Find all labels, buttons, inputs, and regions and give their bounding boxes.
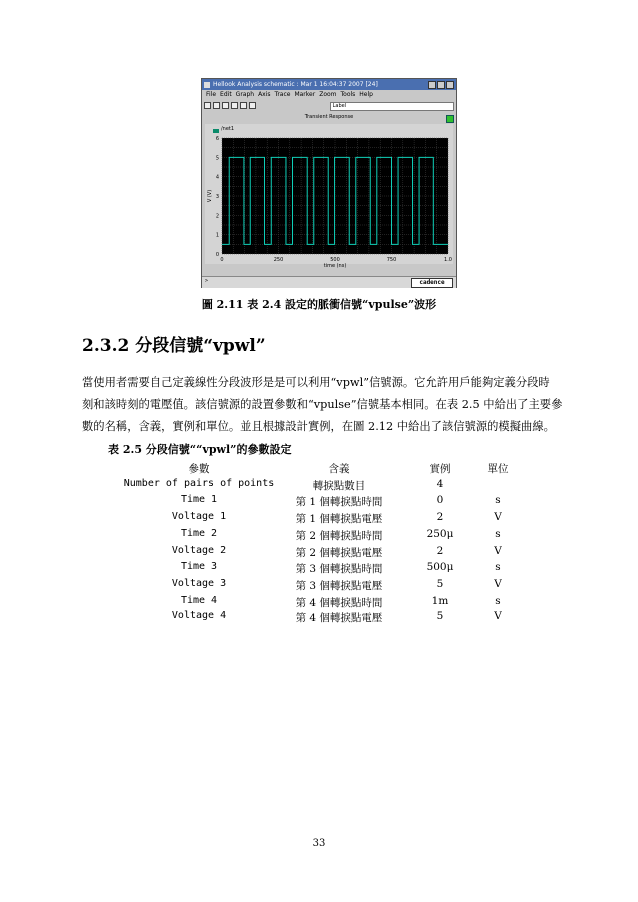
table-cell: Voltage 4	[171, 610, 227, 621]
menu-trace: Trace	[274, 91, 291, 98]
menu-help: Help	[359, 91, 373, 98]
window-titlebar	[202, 79, 456, 90]
layout-icon	[249, 102, 256, 109]
status-prompt: >	[205, 278, 209, 284]
menu-marker: Marker	[294, 91, 316, 98]
table-cell: 0	[436, 494, 444, 506]
table-cell: s	[495, 528, 501, 540]
copy-icon	[213, 102, 220, 109]
table-cell: 2	[436, 511, 444, 523]
table-cell: V	[494, 545, 502, 557]
panel-title: Transient Response	[304, 114, 354, 120]
table-cell: 500μ	[426, 561, 454, 573]
status-indicator-icon	[446, 115, 454, 123]
label-field	[330, 102, 454, 111]
table-caption: 表 2.5 分段信號““vpwl”的參數設定	[108, 443, 292, 456]
trace-legend: /net1	[221, 126, 235, 132]
menu-zoom: Zoom	[319, 91, 337, 98]
waveform-window	[201, 78, 457, 288]
y-tick-label: 3	[215, 194, 219, 200]
table-cell: Time 1	[180, 494, 218, 505]
menu-axis: Axis	[258, 91, 271, 98]
marker-icon	[240, 102, 247, 109]
y-tick-label: 0	[215, 252, 219, 258]
y-axis-label: V (V)	[207, 189, 213, 203]
paragraph-line: 刻和該時刻的電壓值。該信號源的設置參數和“vpulse”信號基本相同。在表 2.5 中給出了主要參	[82, 398, 563, 411]
table-header: 單位	[487, 463, 509, 475]
table-header: 實例	[429, 463, 451, 475]
table-cell: 第 2 個轉捩點時間	[295, 530, 383, 542]
x-tick-label: 1.0	[444, 257, 452, 263]
y-tick-label: 2	[215, 213, 219, 220]
table-cell: 第 3 個轉捩點電壓	[295, 580, 383, 592]
table-cell: 4	[436, 478, 444, 490]
table-cell: Time 4	[180, 595, 218, 606]
zoom-icon	[222, 102, 229, 109]
table-cell: 第 4 個轉捩點時間	[295, 597, 383, 609]
y-tick-label: 6	[215, 136, 219, 142]
menu-tools: Tools	[340, 91, 356, 98]
y-tick-label: 5	[215, 155, 219, 162]
table-cell: 5	[436, 610, 444, 622]
table-cell: 1m	[431, 595, 449, 607]
y-tick-label: 1	[215, 232, 219, 239]
page-number: 33	[312, 838, 326, 849]
table-cell: Time 2	[180, 528, 218, 539]
app-icon	[204, 82, 210, 88]
table-cell: Number of pairs of points	[123, 478, 275, 489]
table-cell: 第 2 個轉捩點電壓	[295, 547, 383, 559]
y-tick-label: 4	[215, 174, 219, 181]
x-axis-label: time (ns)	[323, 263, 347, 269]
table-cell: 5	[436, 578, 444, 590]
table-cell: 第 1 個轉捩點電壓	[295, 513, 383, 525]
paragraph-line: 當使用者需要自己定義線性分段波形是是可以利用“vpwl”信號源。它允許用戶能夠定義分段時	[82, 376, 550, 389]
table-cell: 第 4 個轉捩點電壓	[295, 612, 383, 624]
table-cell: V	[494, 511, 502, 523]
cadence-logo: cadence	[411, 278, 453, 288]
table-cell: s	[495, 561, 501, 573]
menu-edit: Edit	[220, 91, 232, 98]
table-cell: 2	[436, 545, 444, 557]
table-header: 參數	[188, 463, 210, 475]
x-tick-label: 500	[330, 257, 340, 263]
paragraph-line: 數的名稱，含義，實例和單位。並且根據設計實例，在圖 2.12 中給出了該信號源的模擬曲線。	[82, 420, 555, 433]
table-cell: V	[494, 610, 502, 622]
table-cell: s	[495, 595, 501, 607]
menu-graph: Graph	[235, 91, 255, 98]
x-tick-label: 750	[386, 257, 397, 263]
table-cell: V	[494, 578, 502, 590]
x-tick-label: 250	[273, 257, 284, 263]
table-cell: 第 3 個轉捩點時間	[295, 563, 383, 575]
window-title: Hellook Analysis schematic : Mar 1 16:04:37 2007 [24]	[213, 81, 378, 88]
table-cell: Voltage 2	[171, 545, 227, 556]
x-tick-label: 0	[220, 257, 224, 263]
table-cell: Time 3	[180, 561, 218, 572]
table-cell: 轉捩點數目	[312, 480, 366, 492]
grid-icon	[231, 102, 238, 109]
print-icon	[204, 102, 211, 109]
table-cell: Voltage 1	[171, 511, 227, 522]
close-icon	[446, 81, 454, 89]
maximize-icon	[437, 81, 445, 89]
waveform-chart	[205, 124, 453, 269]
window-menubar	[202, 90, 456, 100]
section-heading: 2.3.2 分段信號“vpwl”	[82, 336, 266, 356]
minimize-icon	[428, 81, 436, 89]
table-cell: 第 1 個轉捩點時間	[295, 496, 383, 508]
table-cell: 250μ	[426, 528, 454, 540]
label-field-text: Label	[332, 103, 347, 109]
table-cell: s	[495, 494, 501, 506]
plot-panel	[205, 124, 453, 269]
window-statusbar	[202, 276, 456, 288]
table-header: 含義	[328, 463, 350, 475]
table-cell: Voltage 3	[171, 578, 227, 589]
menu-file: File	[206, 91, 217, 98]
figure-caption: 圖 2.11 表 2.4 設定的脈衝信號“vpulse”波形	[201, 298, 437, 311]
